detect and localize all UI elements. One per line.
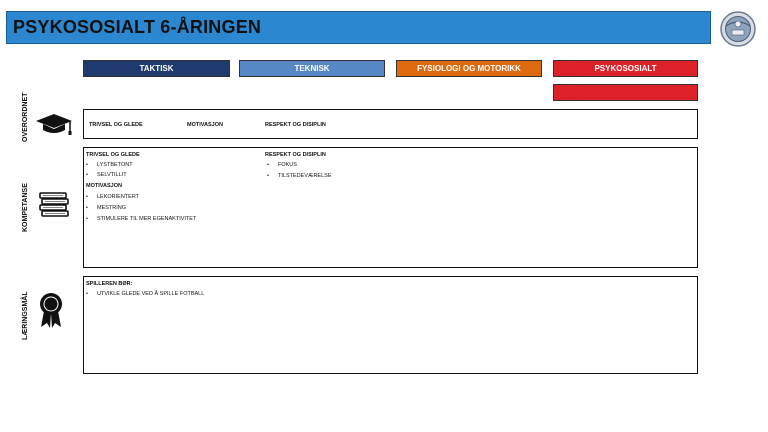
list-item: • LYSTBETONT bbox=[97, 162, 133, 168]
list-item: • FOKUS bbox=[278, 162, 297, 168]
graduation-cap-icon bbox=[34, 112, 74, 138]
psykososialt-highlight-bar bbox=[553, 84, 698, 101]
side-label-laering: LÆRINGSMÅL bbox=[22, 291, 29, 340]
list-item: • SELVTILLIT bbox=[97, 172, 127, 178]
kompetanse-heading: TRIVSEL OG GLEDE bbox=[86, 152, 140, 158]
laeringsmal-heading: SPILLEREN BØR: bbox=[86, 281, 133, 287]
club-logo bbox=[718, 10, 758, 48]
tab-psykososialt[interactable]: PSYKOSOSIALT bbox=[553, 60, 698, 77]
kompetanse-heading: MOTIVASJON bbox=[86, 183, 122, 189]
side-label-kompetanse: KOMPETANSE bbox=[22, 183, 29, 232]
tab-fysiologi[interactable]: FYSIOLOGI OG MOTORIKK bbox=[396, 60, 542, 77]
kompetanse-heading: RESPEKT OG DISIPLIN bbox=[265, 152, 326, 158]
list-item: • LEKORIENTERT bbox=[97, 194, 139, 200]
list-item: • UTVIKLE GLEDE VED Å SPILLE FOTBALL bbox=[97, 291, 204, 297]
tab-taktisk[interactable]: TAKTISK bbox=[83, 60, 230, 77]
tab-teknisk[interactable]: TEKNISK bbox=[239, 60, 385, 77]
page-title: PSYKOSOSIALT 6-ÅRINGEN bbox=[13, 17, 262, 37]
overordnet-item: TRIVSEL OG GLEDE bbox=[89, 122, 143, 128]
overordnet-item: MOTIVASJON bbox=[187, 122, 223, 128]
list-item: • MESTRING bbox=[97, 205, 126, 211]
page-header bbox=[6, 11, 711, 44]
award-ribbon-icon bbox=[38, 291, 64, 329]
overordnet-box bbox=[83, 109, 698, 139]
list-item: • TILSTEDEVÆRELSE bbox=[278, 173, 332, 179]
laeringsmal-box bbox=[83, 276, 698, 374]
side-label-overordnet: OVERORDNET bbox=[22, 92, 29, 142]
kompetanse-box bbox=[83, 147, 698, 268]
books-icon bbox=[37, 190, 71, 220]
overordnet-item: RESPEKT OG DISIPLIN bbox=[265, 122, 326, 128]
list-item: • STIMULERE TIL MER EGENAKTIVITET bbox=[97, 216, 196, 222]
